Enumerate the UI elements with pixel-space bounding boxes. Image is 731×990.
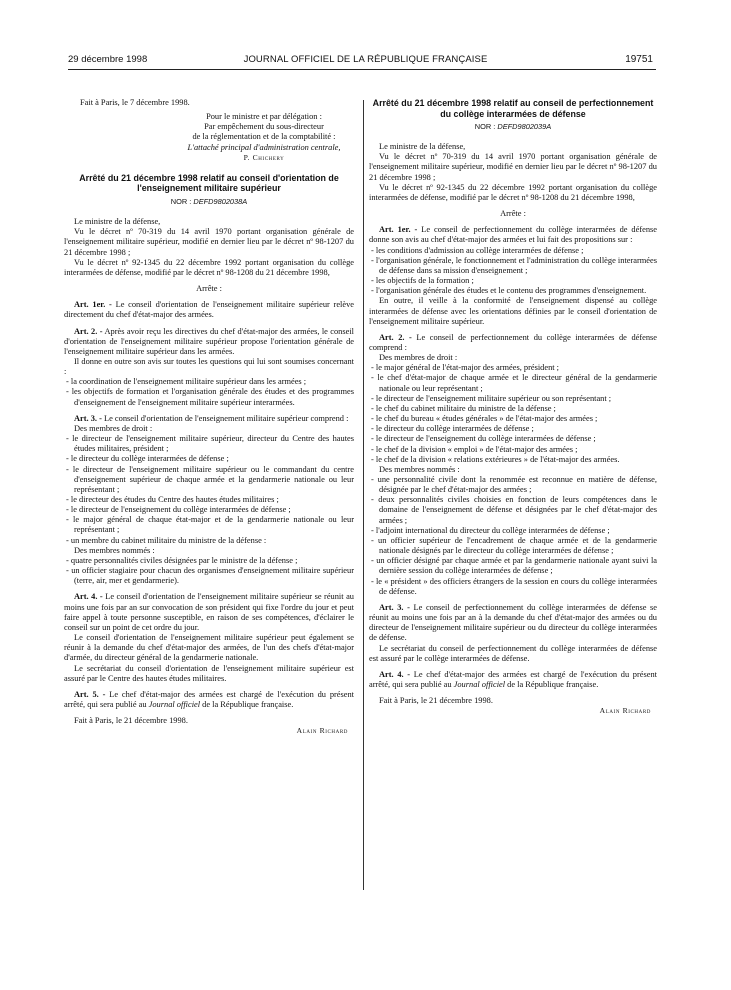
article-text: Le conseil d'orientation de l'enseignement militaire supérieur comprend : bbox=[104, 413, 349, 423]
nor-label: NOR : bbox=[474, 122, 496, 131]
arrete: Arrête : bbox=[500, 209, 526, 219]
list-item: - un officier désigné par chaque armée et par la gendarmerie nationale ayant suivi la dernière session du collège interarmées de défense ; bbox=[371, 556, 657, 576]
vu-2: Vu le décret nº 92-1345 du 22 décembre 1992 portant organisation du collège interarmées de défense, modifié par le décret nº 98-1208 du 21 décembre 1998, bbox=[64, 257, 354, 277]
list-item: - un officier supérieur de l'encadrement de chaque armée et de la gendarmerie nationale désignés par le directeur du collège interarmées de défense ; bbox=[371, 535, 657, 556]
list-item: - le major général de chaque état-major et de la gendarmerie nationale ou leur représentant ; bbox=[66, 515, 354, 535]
list-item: - le directeur de l'enseignement du collège interarmées de défense ; bbox=[66, 505, 291, 515]
article-4-para: Le secrétariat du conseil d'orientation de l'enseignement militaire supérieur est assuré par le Centre des hautes études militaires. bbox=[64, 663, 354, 683]
article-3 bbox=[369, 603, 657, 644]
article-text: Le conseil d'orientation de l'enseignement militaire supérieur relève directement du chef d'état-major des armées. bbox=[64, 300, 354, 320]
sig-name: P. Chichery bbox=[243, 152, 285, 162]
intro-fait: Fait à Paris, le 7 décembre 1998. bbox=[80, 98, 190, 107]
list-item: - le directeur de l'enseignement militaire supérieur, directeur du Centre des hautes études militaires, président ; bbox=[66, 434, 354, 454]
header-rule bbox=[68, 69, 656, 70]
left-column bbox=[64, 98, 354, 736]
article-label: Art. 2. - bbox=[74, 326, 103, 336]
decree-title: Arrêté du 21 décembre 1998 relatif au conseil de perfectionnement du collège interarmées de défense bbox=[372, 98, 654, 119]
members-heading: Des membres nommés : bbox=[74, 545, 155, 555]
article-text: Le conseil de perfectionnement du collège interarmées de défense se réunit au moins une fois par an à la demande du chef d'état-major des armées ou du directeur de l'enseignement militaire supérieur ou du directeur du collège interarmées de défense. bbox=[369, 602, 658, 643]
article-text: Le conseil de perfectionnement du collège interarmées de défense donne son avis au chef d'état-major des armées et lui fait des propositions sur : bbox=[369, 225, 658, 245]
journal-officiel: Journal officiel bbox=[148, 699, 201, 709]
article-text: Le conseil de perfectionnement du collège interarmées de défense comprend : bbox=[369, 332, 658, 352]
list-item: - le directeur de l'enseignement militaire supérieur ou le commandant du centre d'enseignement supérieur de chaque armée et la gendarmerie nationale ou leur représentant ; bbox=[66, 464, 354, 494]
ministre: Le ministre de la défense, bbox=[379, 142, 466, 152]
vu-1: Vu le décret nº 70-319 du 14 avril 1970 portant organisation générale de l'enseignement militaire supérieur, modifié en dernier lieu par le décret nº 98-1207 du 21 décembre 1998 ; bbox=[369, 152, 657, 182]
article-text: de la République française. bbox=[202, 699, 294, 709]
article-4 bbox=[64, 592, 354, 633]
article-3 bbox=[64, 414, 354, 424]
list-item: - les objectifs de formation et l'organisation générale des études et des programmes d'enseignement de l'enseignement militaire supérieur interarmées. bbox=[66, 387, 354, 407]
fait-a-paris: Fait à Paris, le 21 décembre 1998. bbox=[74, 716, 188, 726]
list-item: - le directeur de l'enseignement militaire supérieur ou son représentant ; bbox=[371, 393, 612, 403]
list-item: - un officier stagiaire pour chacun des organismes d'enseignement militaire supérieur (terre, air, mer et gendarmerie). bbox=[66, 566, 354, 586]
list-item: - le chef d'état-major de chaque armée et le directeur général de la gendarmerie nationale ou leur représentant ; bbox=[371, 373, 657, 393]
article-text: Le chef d'état-major des armées est chargé de l'exécution du présent arrêté, qui sera publié au bbox=[369, 669, 657, 689]
intro-signature-block bbox=[174, 112, 354, 163]
article-4-para: Le conseil d'orientation de l'enseignement militaire supérieur peut également se réunir à la demande du chef d'état-major des armées, de l'un des chefs d'état-major d'armée, du directeur général de la gendarmerie nationale. bbox=[64, 633, 354, 663]
list-item: - un membre du cabinet militaire du ministre de la défense : bbox=[66, 535, 267, 545]
list-item: - les objectifs de la formation ; bbox=[371, 276, 474, 286]
list-item: - les conditions d'admission au collège interarmées de défense ; bbox=[371, 245, 584, 255]
sig-line: L'attaché principal d'administration centrale, bbox=[187, 142, 341, 152]
header-journal-title: JOURNAL OFFICIEL DE LA RÉPUBLIQUE FRANÇAISE bbox=[243, 54, 488, 65]
signature: Alain Richard bbox=[296, 726, 348, 736]
article-label: Art. 5. - bbox=[74, 689, 106, 699]
article-label: Art. 1er. - bbox=[74, 300, 112, 310]
signature: Alain Richard bbox=[599, 706, 651, 716]
article-1-para: En outre, il veille à la conformité de l'enseignement dispensé au collège interarmées de défense avec les orientations définies par le conseil d'orientation de l'enseignement militaire supérieur. bbox=[369, 296, 657, 326]
article-label: Art. 4. - bbox=[74, 592, 103, 602]
list-item: - l'organisation générale des études et le contenu des programmes d'enseignement. bbox=[371, 286, 647, 296]
list-item: - le chef de la division « relations extérieures » de l'état-major des armées. bbox=[371, 454, 620, 464]
nor-code: DEFD9802038A bbox=[193, 196, 248, 206]
article-2-para: Il donne en outre son avis sur toutes les questions qui lui sont soumises concernant : bbox=[64, 356, 354, 377]
nor-code: DEFD9802039A bbox=[497, 122, 552, 131]
decree-title: Arrêté du 21 décembre 1998 relatif au conseil d'orientation de l'enseignement militaire supérieur bbox=[79, 172, 339, 194]
article-text: Le chef d'état-major des armées est chargé de l'exécution du présent arrêté, qui sera publié au bbox=[64, 689, 355, 709]
article-2 bbox=[64, 327, 354, 357]
article-3-para: Le secrétariat du conseil de perfectionnement du collège interarmées de défense est assuré par le collège interarmées de défense. bbox=[369, 643, 657, 663]
article-1 bbox=[64, 300, 354, 320]
header-date: 29 décembre 1998 bbox=[68, 54, 148, 65]
ministre: Le ministre de la défense, bbox=[74, 217, 161, 227]
list-item: - le chef du bureau « études générales » de l'état-major des armées ; bbox=[371, 414, 598, 424]
article-text: Le conseil d'orientation de l'enseignement militaire supérieur se réunit au moins une fois par an sur convocation de son président qui fixe l'ordre du jour et peut faire appel à toute personne susceptible, en raison de ses compétences, d'éclairer le conseil sur un point de cet ordre du jour. bbox=[64, 592, 354, 632]
list-item: - le directeur de l'enseignement du collège interarmées de défense ; bbox=[371, 434, 596, 444]
article-label: Art. 4. - bbox=[379, 669, 411, 679]
list-item: - le « président » des officiers étrangers de la session en cours du collège interarmées de défense. bbox=[371, 576, 657, 596]
journal-officiel: Journal officiel bbox=[453, 679, 506, 689]
fait-a-paris: Fait à Paris, le 21 décembre 1998. bbox=[379, 696, 493, 706]
list-item: - le directeur des études du Centre des hautes études militaires ; bbox=[66, 495, 279, 504]
article-5 bbox=[64, 690, 354, 710]
members-heading: Des membres nommés : bbox=[379, 464, 460, 474]
column-divider bbox=[363, 100, 364, 890]
list-item: - deux personnalités civiles choisies en fonction de leurs compétences dans le domaine de l'enseignement de défense et désignées par le chef d'état-major des armées ; bbox=[371, 495, 657, 525]
nor-label: NOR : bbox=[170, 196, 192, 206]
list-item: - le chef de la division « emploi » de l'état-major des armées ; bbox=[371, 444, 578, 454]
page-header bbox=[0, 54, 731, 68]
list-item: - le major général de l'état-major des armées, président ; bbox=[371, 363, 560, 373]
list-item: - l'adjoint international du directeur du collège interarmées de défense ; bbox=[371, 525, 610, 535]
nor-reference bbox=[369, 122, 657, 132]
right-column bbox=[369, 98, 657, 716]
sig-line: Par empêchement du sous-directeur bbox=[204, 122, 324, 132]
list-item: - le directeur du collège interarmées de défense ; bbox=[371, 424, 534, 434]
article-label: Art. 2. - bbox=[379, 332, 412, 342]
article-4 bbox=[369, 670, 657, 690]
list-item: - une personnalité civile dont la renommée est reconnue en matière de défense, désignée par le chef d'état-major des armées ; bbox=[371, 475, 657, 495]
list-item: - quatre personnalités civiles désignées par le ministre de la défense ; bbox=[66, 555, 298, 565]
article-text: de la République française. bbox=[507, 679, 599, 689]
members-heading: Des membres de droit : bbox=[74, 423, 153, 433]
nor-reference bbox=[64, 197, 354, 207]
vu-2: Vu le décret nº 92-1345 du 22 décembre 1992 portant organisation du collège interarmées de défense, modifié par le décret nº 98-1208 du 21 décembre 1998, bbox=[369, 182, 657, 202]
list-item: - le directeur du collège interarmées de défense ; bbox=[66, 454, 229, 464]
list-item: - le chef du cabinet militaire du ministre de la défense ; bbox=[371, 403, 556, 413]
article-label: Art. 1er. - bbox=[379, 225, 418, 235]
article-2 bbox=[369, 333, 657, 353]
list-item: - l'organisation générale, le fonctionnement et l'administration du collège interarmées de défense dans sa mission d'enseignement ; bbox=[371, 255, 657, 275]
header-page-number: 19751 bbox=[625, 54, 653, 65]
arrete: Arrête : bbox=[196, 284, 222, 294]
article-label: Art. 3. - bbox=[379, 602, 410, 612]
article-text: Après avoir reçu les directives du chef d'état-major des armées, le conseil d'orientation de l'enseignement militaire supérieur propose l'orientation générale de l'enseignement militaire supérieur dans les armées. bbox=[64, 326, 355, 356]
list-item: - la coordination de l'enseignement militaire supérieur dans les armées ; bbox=[66, 377, 307, 387]
sig-line: de la réglementation et de la comptabilité : bbox=[192, 132, 336, 142]
members-heading: Des membres de droit : bbox=[379, 353, 458, 363]
article-1 bbox=[369, 225, 657, 245]
article-label: Art. 3. - bbox=[74, 413, 102, 423]
vu-1: Vu le décret nº 70-319 du 14 avril 1970 portant organisation générale de l'enseignement militaire supérieur, modifié en dernier lieu par le décret nº 98-1207 du 21 décembre 1998 ; bbox=[64, 227, 354, 257]
sig-line: Pour le ministre et par délégation : bbox=[206, 112, 322, 122]
